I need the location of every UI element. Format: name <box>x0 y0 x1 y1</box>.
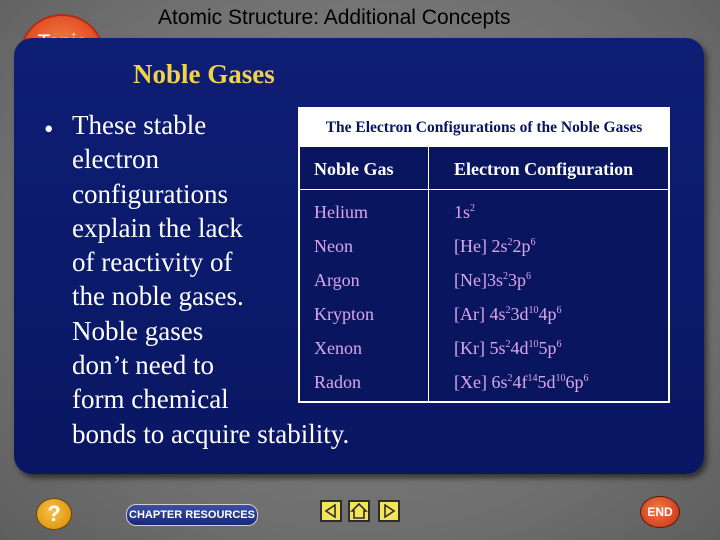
previous-button[interactable] <box>320 500 342 522</box>
end-button[interactable]: END <box>640 496 680 528</box>
next-arrow-icon <box>380 502 398 520</box>
header-title: Atomic Structure: Additional Concepts <box>158 6 511 29</box>
table-cell-gas: Helium <box>314 202 368 222</box>
bullet-line: don’t need to <box>72 350 214 381</box>
table-cell-gas: Argon <box>314 270 360 290</box>
table-cell-config: [He] $2s^22p^6$ <box>454 236 536 256</box>
table-cell-config: [Kr] $5s^24d^{10}5p^6$ <box>454 338 562 358</box>
table-cell-gas: Radon <box>314 372 361 392</box>
table-cell-gas: Neon <box>314 236 353 256</box>
home-button[interactable] <box>348 500 370 522</box>
next-button[interactable] <box>378 500 400 522</box>
table-caption: The Electron Configurations of the Noble Gases <box>300 109 668 147</box>
column-header-noble-gas: Noble Gas <box>314 159 394 179</box>
help-button[interactable]: ? <box>36 498 72 530</box>
column-header-electron-configuration: Electron Configuration <box>454 159 634 179</box>
bullet-line: configurations <box>72 178 228 209</box>
bullet-line: of reactivity of <box>72 247 233 278</box>
section-title: Noble Gases <box>133 59 275 89</box>
table-cell-gas: Krypton <box>314 304 374 324</box>
bullet-line: bonds to acquire stability. <box>72 418 350 449</box>
home-icon <box>350 502 368 520</box>
bullet-line: explain the lack <box>72 212 243 243</box>
bullet-line: the noble gases. <box>72 281 244 312</box>
header-divider <box>300 189 668 190</box>
bullet-line: electron <box>72 144 159 175</box>
column-divider <box>428 147 429 401</box>
bullet-icon: • <box>44 114 54 144</box>
previous-arrow-icon <box>322 502 340 520</box>
bullet-line: Noble gases <box>72 315 204 346</box>
table-cell-config: [Ar] $4s^23d^{10}4p^6$ <box>454 304 562 324</box>
table-cell-config: $1s^2$ <box>454 202 476 222</box>
chapter-resources-button[interactable]: CHAPTER RESOURCES <box>126 504 258 526</box>
table-cell-config: [Xe] $6s^24f^{14}5d^{10}6p^6$ <box>454 372 589 392</box>
bullet-line: These stable <box>72 110 207 140</box>
table-cell-config: $[Ne]3s^23p^6$ <box>454 270 531 290</box>
bullet-line: form chemical <box>72 384 229 415</box>
electron-configuration-table <box>298 107 670 403</box>
table-cell-gas: Xenon <box>314 338 362 358</box>
